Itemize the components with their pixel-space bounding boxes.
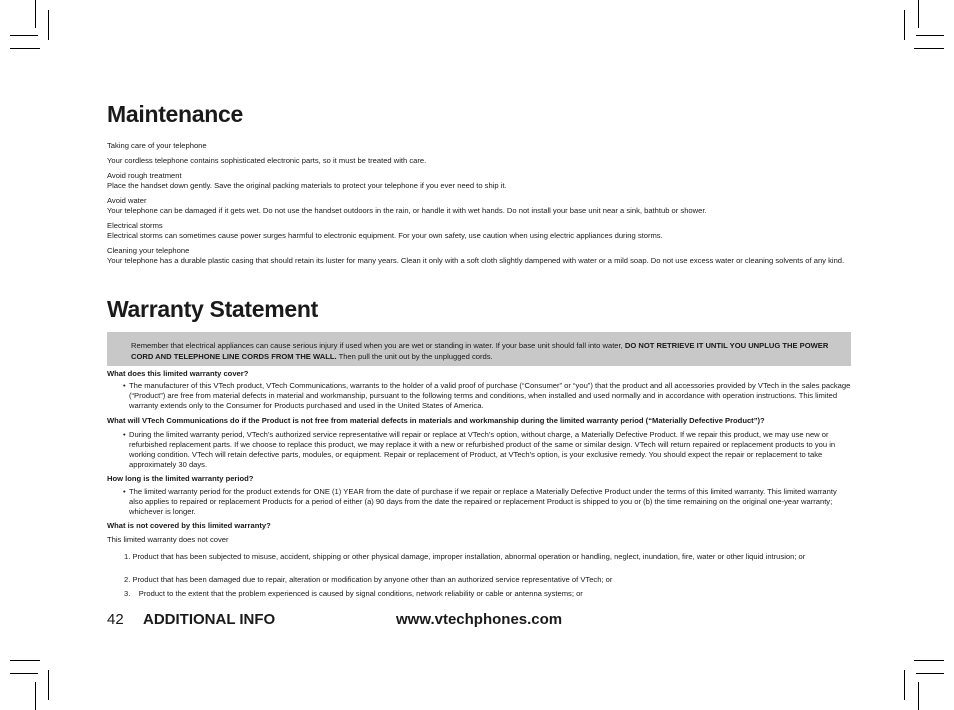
crop-mark (918, 0, 919, 28)
warranty-question: What will VTech Communications do if the Product is not free from material defects in materials and workmanship during the limited warranty period (“Materially Defective Product”)? (107, 416, 765, 425)
notice-text: Remember that electrical appliances can cause serious injury if used when you are wet or standing in water. If your base unit should fall into water, (131, 341, 625, 350)
crop-mark (916, 673, 944, 674)
exclusion-item: 3. Product to the extent that the problem experienced is caused by signal conditions, network reliability or cable or antenna systems; or (124, 589, 583, 598)
warranty-question: How long is the limited warranty period? (107, 474, 254, 483)
crop-mark (916, 35, 944, 36)
crop-mark (10, 35, 38, 36)
crop-mark (914, 48, 944, 49)
notice-bold-text: DO NOT RETRIEVE IT UNTIL YOU UNPLUG THE POWER CORD AND TELEPHONE LINE CORDS FROM THE WALL. (131, 341, 829, 361)
maintenance-section (107, 221, 857, 241)
page-number: 42 (107, 611, 124, 628)
crop-mark (35, 682, 36, 710)
section-text: Your telephone can be damaged if it gets wet. Do not use the handset outdoors in the rain, or handle it with wet hands. Do not install your base unit near a sink, bathtub or shower. (107, 206, 707, 215)
exclusions-intro: This limited warranty does not cover (107, 535, 229, 544)
crop-mark (10, 673, 38, 674)
maintenance-section (107, 246, 855, 266)
warranty-title: Warranty Statement (107, 296, 319, 322)
crop-mark (48, 670, 49, 700)
warranty-question: What does this limited warranty cover? (107, 369, 249, 378)
bullet: • (123, 487, 126, 496)
maintenance-title: Maintenance (107, 101, 244, 127)
section-text: Your telephone has a durable plastic casing that should retain its luster for many years. Clean it only with a soft cloth slightly dampened with water or a mild soap. Do not use excess water or cleaning solvents of any kind. (107, 256, 845, 265)
section-heading: Avoid rough treatment (107, 171, 182, 180)
maintenance-section (107, 196, 857, 216)
crop-mark (48, 10, 49, 40)
section-heading: Electrical storms (107, 221, 163, 230)
safety-notice-box (107, 332, 851, 366)
warranty-answer (123, 430, 851, 470)
warranty-answer (123, 381, 851, 411)
section-heading: Cleaning your telephone (107, 246, 190, 255)
maintenance-section (107, 171, 857, 191)
warranty-answer (123, 487, 851, 517)
bullet: • (123, 381, 126, 390)
exclusion-item: 1. Product that has been subjected to misuse, accident, shipping or other physical damage, improper installation, abnormal operation or handling, neglect, inundation, fire, water or other liquid intrusion; or (124, 552, 806, 561)
crop-mark (918, 682, 919, 710)
exclusion-item: 2. Product that has been damaged due to repair, alteration or modification by anyone other than an authorized service representative of VTech; or (124, 575, 613, 584)
safety-notice-text (107, 332, 851, 362)
warranty-question: What is not covered by this limited warranty? (107, 521, 271, 530)
section-text: Place the handset down gently. Save the original packing materials to protect your telephone if you ever need to ship it. (107, 181, 507, 190)
footer-section-label: ADDITIONAL INFO (143, 611, 276, 628)
crop-mark (10, 660, 40, 661)
crop-mark (10, 48, 40, 49)
crop-mark (904, 670, 905, 700)
answer-text: The limited warranty period for the product extends for ONE (1) YEAR from the date of purchase if we repair or replace a Materially Defective Product under the terms of this limited warranty. This limited warranty also applies to repaired or replacement Products for a period of either (a) 90 days from the date the repaired or replacement Product is shipped to you or (b) the time remaining on the original one-year warranty; whichever is longer. (129, 487, 837, 516)
section-text: Electrical storms can sometimes cause power surges harmful to electronic equipment. For your own safety, use caution when using electric appliances during storms. (107, 231, 663, 240)
footer-url: www.vtechphones.com (396, 611, 563, 628)
crop-mark (35, 0, 36, 28)
maintenance-intro-text: Your cordless telephone contains sophisticated electronic parts, so it must be treated with care. (107, 156, 427, 165)
section-heading: Avoid water (107, 196, 147, 205)
answer-text: The manufacturer of this VTech product, VTech Communications, warrants to the holder of a valid proof of purchase (“Consumer” or “you”) that the product and all accessories provided by VTech in the sales package (“Product”) are free from material defects in material and workmanship, pursuant to the following terms and conditions, when installed and used normally and in accordance with operation instructions. This limited warranty extends only to the Consumer for Products purchased and used in the United States of America. (129, 381, 851, 410)
bullet: • (123, 430, 126, 439)
notice-after-text: Then pull the unit out by the unplugged cords. (336, 352, 493, 361)
answer-text: During the limited warranty period, VTech’s authorized service representative will repair or replace at VTech’s option, without charge, a Materially Defective Product. If we repair this product, we may use new or refurbished replacement parts. If we choose to replace this product, we may replace it with a new or refurbished product of the same or similar design. VTech will return repaired or replacement products to you in working condition. VTech will retain defective parts, modules, or equipment. Repair or replacement of Product, at VTech’s option, is your exclusive remedy. You should expect the repair or replacement to take approximately 30 days. (129, 430, 836, 469)
crop-mark (914, 660, 944, 661)
crop-mark (904, 10, 905, 40)
maintenance-intro-heading: Taking care of your telephone (107, 141, 207, 150)
